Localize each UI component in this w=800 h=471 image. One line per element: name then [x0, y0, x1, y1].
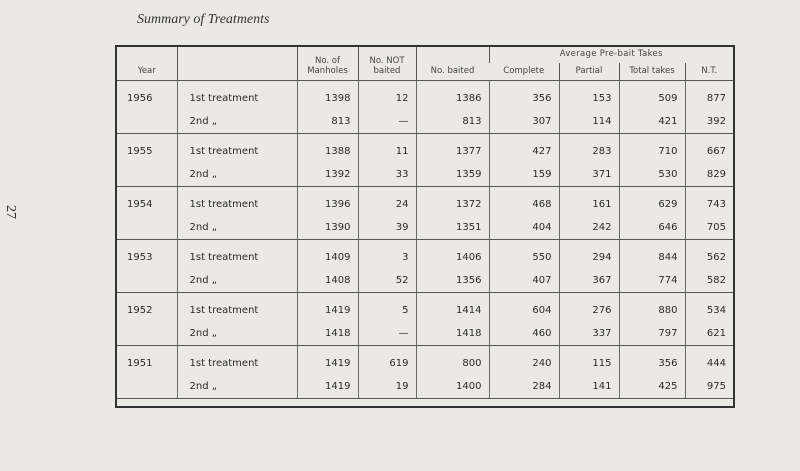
- table-row: [117, 216, 733, 240]
- cell-nt: 444: [685, 346, 733, 376]
- cell-not-baited: 19: [358, 375, 416, 399]
- cell-not-baited: —: [358, 322, 416, 346]
- cell-manholes: 1409: [297, 240, 358, 270]
- cell-not-baited: 24: [358, 187, 416, 217]
- table-row: [117, 134, 733, 164]
- cell-total-takes: 509: [619, 81, 685, 111]
- cell-complete: 284: [489, 375, 559, 399]
- cell-manholes: 1396: [297, 187, 358, 217]
- table-row: [117, 110, 733, 134]
- cell-manholes: 813: [297, 110, 358, 134]
- cell-complete: 468: [489, 187, 559, 217]
- table-row: [117, 240, 733, 270]
- cell-complete: 404: [489, 216, 559, 240]
- cell-baited: 813: [416, 110, 489, 134]
- cell-total-takes: 774: [619, 269, 685, 293]
- table-row: [117, 81, 733, 111]
- cell-treatment: 2nd „: [177, 163, 297, 187]
- cell-manholes: 1392: [297, 163, 358, 187]
- cell-not-baited: —: [358, 110, 416, 134]
- cell-baited: 1359: [416, 163, 489, 187]
- cell-partial: 276: [559, 293, 619, 323]
- cell-complete: 460: [489, 322, 559, 346]
- header-treatment: [177, 47, 297, 81]
- document-title: Summary of Treatments: [137, 12, 270, 27]
- cell-not-baited: 619: [358, 346, 416, 376]
- header-nt: N.T.: [685, 63, 733, 81]
- cell-complete: 427: [489, 134, 559, 164]
- cell-year: [117, 322, 177, 346]
- cell-year: [117, 163, 177, 187]
- cell-year: 1951: [127, 358, 153, 369]
- cell-baited: 1356: [416, 269, 489, 293]
- table-row: [117, 269, 733, 293]
- table-body: [117, 81, 733, 399]
- treatments-table: [117, 47, 733, 399]
- cell-baited: 1418: [416, 322, 489, 346]
- cell-year: 1953: [127, 252, 153, 263]
- table-header: [117, 47, 733, 81]
- cell-partial: 371: [559, 163, 619, 187]
- cell-baited: 800: [416, 346, 489, 376]
- header-prebait-group: Average Pre-bait Takes: [489, 47, 733, 63]
- cell-year: 1954: [127, 199, 153, 210]
- cell-partial: 141: [559, 375, 619, 399]
- cell-manholes: 1398: [297, 81, 358, 111]
- cell-manholes: 1419: [297, 293, 358, 323]
- cell-complete: 604: [489, 293, 559, 323]
- cell-baited: 1406: [416, 240, 489, 270]
- table-row: [117, 187, 733, 217]
- treatments-table-frame: [115, 45, 735, 408]
- cell-year: [117, 216, 177, 240]
- cell-baited: 1414: [416, 293, 489, 323]
- cell-not-baited: 11: [358, 134, 416, 164]
- cell-not-baited: 3: [358, 240, 416, 270]
- cell-complete: 159: [489, 163, 559, 187]
- cell-baited: 1386: [416, 81, 489, 111]
- cell-treatment: 2nd „: [177, 322, 297, 346]
- cell-treatment: 2nd „: [177, 375, 297, 399]
- cell-year: 1955: [127, 146, 153, 157]
- cell-total-takes: 710: [619, 134, 685, 164]
- header-manholes: No. of Manholes: [297, 47, 358, 81]
- cell-nt: 829: [685, 163, 733, 187]
- cell-not-baited: 33: [358, 163, 416, 187]
- header-baited: No. baited: [416, 47, 489, 81]
- cell-nt: 705: [685, 216, 733, 240]
- cell-complete: 550: [489, 240, 559, 270]
- table-row: [117, 163, 733, 187]
- cell-partial: 337: [559, 322, 619, 346]
- cell-treatment: 2nd „: [177, 216, 297, 240]
- cell-nt: 582: [685, 269, 733, 293]
- cell-complete: 356: [489, 81, 559, 111]
- cell-baited: 1377: [416, 134, 489, 164]
- cell-total-takes: 880: [619, 293, 685, 323]
- cell-partial: 294: [559, 240, 619, 270]
- page-number: 27: [3, 205, 18, 219]
- cell-total-takes: 646: [619, 216, 685, 240]
- cell-complete: 240: [489, 346, 559, 376]
- header-total-takes: Total takes: [619, 63, 685, 81]
- cell-total-takes: 356: [619, 346, 685, 376]
- cell-treatment: 2nd „: [177, 269, 297, 293]
- cell-total-takes: 629: [619, 187, 685, 217]
- cell-manholes: 1408: [297, 269, 358, 293]
- header-complete: Complete: [489, 63, 559, 81]
- cell-treatment: 2nd „: [177, 110, 297, 134]
- cell-manholes: 1419: [297, 346, 358, 376]
- cell-manholes: 1388: [297, 134, 358, 164]
- cell-not-baited: 52: [358, 269, 416, 293]
- cell-year: [117, 269, 177, 293]
- cell-manholes: 1418: [297, 322, 358, 346]
- cell-nt: 743: [685, 187, 733, 217]
- cell-partial: 153: [559, 81, 619, 111]
- cell-nt: 534: [685, 293, 733, 323]
- cell-complete: 307: [489, 110, 559, 134]
- cell-treatment: 1st treatment: [177, 134, 297, 164]
- cell-treatment: 1st treatment: [177, 293, 297, 323]
- cell-nt: 621: [685, 322, 733, 346]
- table-row: [117, 293, 733, 323]
- cell-nt: 667: [685, 134, 733, 164]
- cell-partial: 114: [559, 110, 619, 134]
- cell-not-baited: 39: [358, 216, 416, 240]
- cell-partial: 161: [559, 187, 619, 217]
- cell-year: [117, 110, 177, 134]
- cell-total-takes: 844: [619, 240, 685, 270]
- cell-baited: 1372: [416, 187, 489, 217]
- cell-nt: 392: [685, 110, 733, 134]
- cell-partial: 283: [559, 134, 619, 164]
- cell-partial: 367: [559, 269, 619, 293]
- cell-not-baited: 5: [358, 293, 416, 323]
- cell-total-takes: 530: [619, 163, 685, 187]
- cell-manholes: 1419: [297, 375, 358, 399]
- cell-nt: 562: [685, 240, 733, 270]
- cell-treatment: 1st treatment: [177, 346, 297, 376]
- header-partial: Partial: [559, 63, 619, 81]
- cell-year: 1952: [127, 305, 153, 316]
- cell-complete: 407: [489, 269, 559, 293]
- cell-baited: 1400: [416, 375, 489, 399]
- cell-total-takes: 797: [619, 322, 685, 346]
- header-year: Year: [117, 47, 177, 81]
- cell-treatment: 1st treatment: [177, 81, 297, 111]
- table-row: [117, 346, 733, 376]
- cell-total-takes: 421: [619, 110, 685, 134]
- cell-partial: 242: [559, 216, 619, 240]
- cell-partial: 115: [559, 346, 619, 376]
- cell-year: [117, 375, 177, 399]
- cell-not-baited: 12: [358, 81, 416, 111]
- cell-treatment: 1st treatment: [177, 240, 297, 270]
- cell-total-takes: 425: [619, 375, 685, 399]
- cell-treatment: 1st treatment: [177, 187, 297, 217]
- cell-baited: 1351: [416, 216, 489, 240]
- cell-nt: 975: [685, 375, 733, 399]
- cell-manholes: 1390: [297, 216, 358, 240]
- cell-year: 1956: [127, 93, 153, 104]
- table-row: [117, 322, 733, 346]
- cell-nt: 877: [685, 81, 733, 111]
- table-row: [117, 375, 733, 399]
- header-not-baited: No. NOT baited: [358, 47, 416, 81]
